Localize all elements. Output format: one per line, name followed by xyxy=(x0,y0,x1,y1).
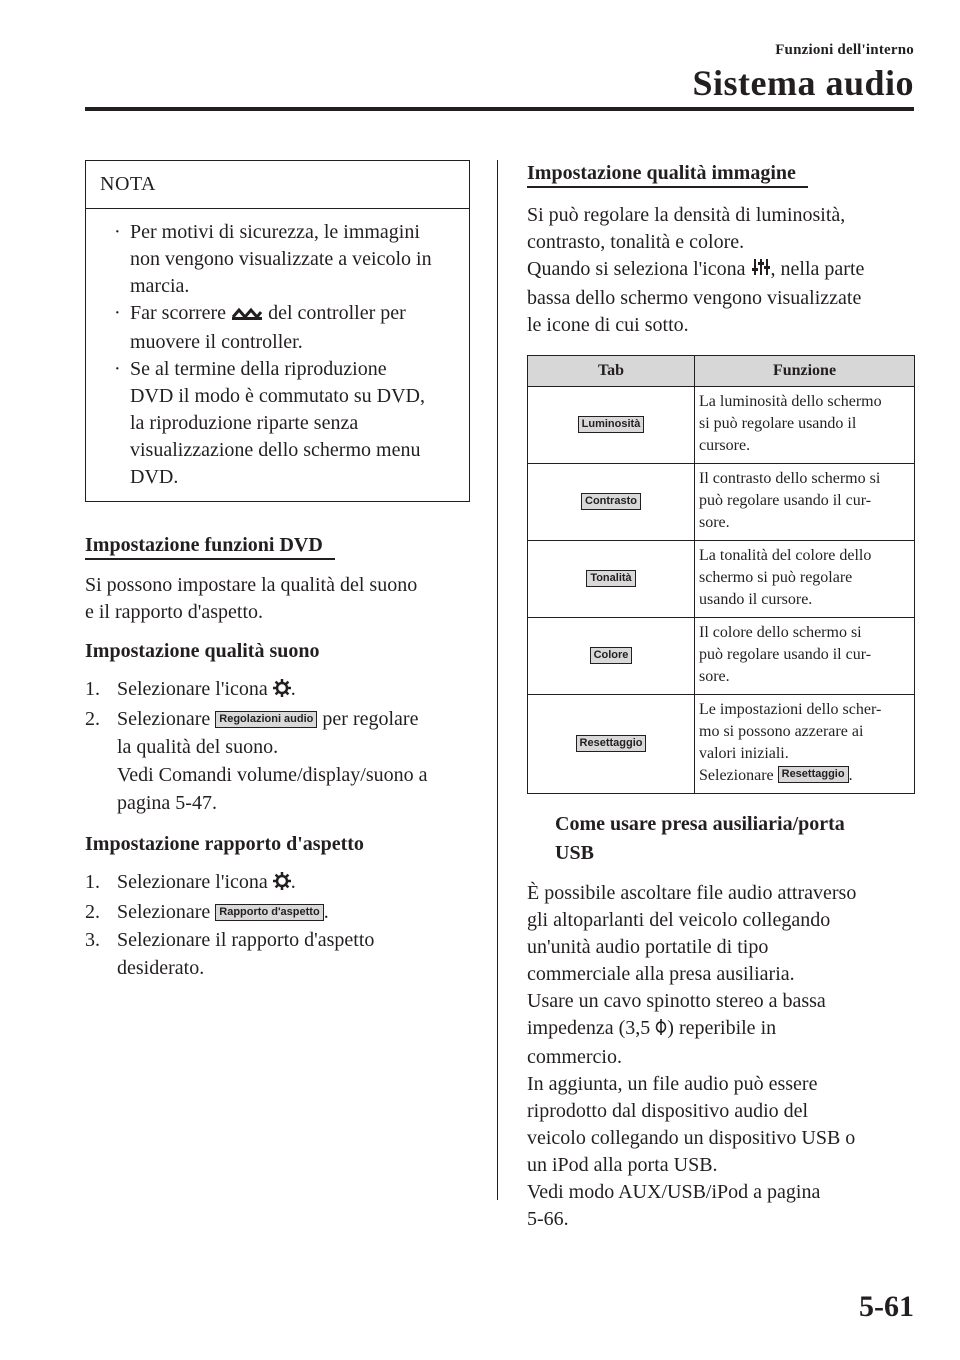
line: Si possono impostare la qualità del suono xyxy=(85,574,418,596)
line: desiderato. xyxy=(117,957,205,979)
line: pagina 5-47. xyxy=(117,792,217,814)
gear-icon xyxy=(273,677,291,705)
table-row xyxy=(528,618,915,695)
line: DVD. xyxy=(130,466,179,488)
text: ) reperibile in xyxy=(667,1017,777,1039)
dvd-heading: Impostazione funzioni DVD xyxy=(85,532,335,560)
line: può regolare usando il cur- xyxy=(699,646,872,663)
audio-quality-heading: Impostazione qualità suono xyxy=(85,640,320,662)
description xyxy=(695,464,915,541)
line: usando il cursore. xyxy=(699,591,813,608)
page-number: 5-61 xyxy=(859,1290,914,1323)
tone-tab-button: Tonalità xyxy=(586,570,635,587)
description xyxy=(695,618,915,695)
step xyxy=(85,898,470,926)
step-text: Selezionare xyxy=(117,708,211,730)
dvd-intro xyxy=(85,572,470,626)
contrast-tab-button: Contrasto xyxy=(581,493,641,510)
line: muovere il controller. xyxy=(130,331,303,353)
right-column xyxy=(527,160,915,1233)
table-row xyxy=(528,695,915,794)
description xyxy=(695,695,915,794)
line: Selezionare il rapporto d'aspetto xyxy=(117,929,375,951)
column-divider xyxy=(497,160,498,1200)
bullet: · xyxy=(114,221,121,243)
line: DVD il modo è commutato su DVD, xyxy=(130,385,425,407)
line: commerciale alla presa ausiliaria. xyxy=(527,963,795,985)
line: può regolare usando il cur- xyxy=(699,492,872,509)
line: Il contrasto dello schermo si xyxy=(699,470,881,487)
step xyxy=(85,705,470,817)
line: un iPod alla porta USB. xyxy=(527,1154,718,1176)
line: contrasto, tonalità e colore. xyxy=(527,231,745,253)
step-text: Selezionare l'icona xyxy=(117,871,268,893)
step-text: Selezionare xyxy=(117,901,211,923)
punct: . xyxy=(290,678,296,700)
line: La tonalità del colore dello xyxy=(699,547,872,564)
gear-icon xyxy=(273,870,291,898)
aspect-ratio-button: Rapporto d'aspetto xyxy=(215,904,323,921)
bullet: · xyxy=(114,302,121,324)
color-tab-button: Colore xyxy=(590,647,633,664)
page-title: Sistema audio xyxy=(692,63,914,103)
nota-title: NOTA xyxy=(100,173,156,195)
description xyxy=(695,541,915,618)
line: non vengono visualizzate a veicolo in xyxy=(130,248,432,270)
nota-item-2 xyxy=(100,300,455,356)
step-text: per regolare xyxy=(322,708,419,730)
step-number: 2. xyxy=(85,708,100,730)
line: la qualità del suono. xyxy=(117,736,279,758)
line: schermo si può regolare xyxy=(699,569,853,586)
bullet: · xyxy=(114,358,121,380)
punct: . xyxy=(323,901,329,923)
punct: . xyxy=(848,767,853,784)
line: Vedi Comandi volume/display/suono a xyxy=(117,764,428,786)
step-number: 2. xyxy=(85,901,100,923)
brightness-tab-button: Luminosità xyxy=(578,416,645,433)
line: È possibile ascoltare file audio attraverso xyxy=(527,882,857,904)
text: , nella parte xyxy=(770,258,865,280)
line xyxy=(130,300,455,329)
text: Quando si seleziona l'icona xyxy=(527,258,746,280)
nota-item-3 xyxy=(100,356,455,491)
step xyxy=(85,675,470,705)
aspect-ratio-heading: Impostazione rapporto d'aspetto xyxy=(85,833,364,855)
aspect-steps xyxy=(85,868,470,982)
nota-rule xyxy=(86,208,469,209)
line: 5-66. xyxy=(527,1208,569,1230)
diameter-icon xyxy=(655,1017,667,1044)
table-row xyxy=(528,541,915,618)
aux-usb-heading xyxy=(527,810,915,868)
punct: . xyxy=(290,871,296,893)
line: Come usare presa ausiliaria/porta xyxy=(555,813,845,835)
left-column xyxy=(85,160,470,982)
image-settings-table xyxy=(527,355,915,794)
step xyxy=(85,926,470,982)
table-row xyxy=(528,464,915,541)
image-settings-icon xyxy=(751,257,771,285)
step-number: 1. xyxy=(85,678,100,700)
line: si può regolare usando il xyxy=(699,415,857,432)
nota-item-1 xyxy=(100,219,455,300)
image-quality-heading: Impostazione qualità immagine xyxy=(527,160,808,188)
reset-tab-button: Resettaggio xyxy=(576,735,647,752)
line: gli altoparlanti del veicolo collegando xyxy=(527,909,831,931)
line: e il rapporto d'aspetto. xyxy=(85,601,263,623)
line: Si può regolare la densità di luminosità, xyxy=(527,204,846,226)
step-text: Selezionare l'icona xyxy=(117,678,268,700)
line: Vedi modo AUX/USB/iPod a pagina xyxy=(527,1181,821,1203)
step-number: 3. xyxy=(85,929,100,951)
text: Far scorrere xyxy=(130,302,227,324)
description xyxy=(695,387,915,464)
line: valori iniziali. xyxy=(699,745,789,762)
image-intro xyxy=(527,202,915,339)
text: impedenza (3,5 xyxy=(527,1017,651,1039)
header-rule xyxy=(85,107,914,111)
line: commercio. xyxy=(527,1046,622,1068)
aux-body xyxy=(527,880,915,1233)
line: Le impostazioni dello scher- xyxy=(699,701,882,718)
line: La luminosità dello schermo xyxy=(699,393,882,410)
line: cursore. xyxy=(699,437,751,454)
page-header xyxy=(692,42,914,101)
line xyxy=(699,765,910,787)
line: riprodotto dal dispositivo audio del xyxy=(527,1100,809,1122)
step xyxy=(85,868,470,898)
line: visualizzazione dello schermo menu xyxy=(130,439,421,461)
reset-button: Resettaggio xyxy=(778,766,849,783)
line: marcia. xyxy=(130,275,190,297)
line: bassa dello schermo vengono visualizzate xyxy=(527,287,862,309)
audio-settings-button: Regolazioni audio xyxy=(215,711,317,728)
line: la riproduzione riparte senza xyxy=(130,412,359,434)
column-header: Tab xyxy=(528,356,695,387)
line: Usare un cavo spinotto stereo a bassa xyxy=(527,990,826,1012)
line: Per motivi di sicurezza, le immagini xyxy=(130,221,420,243)
audio-steps xyxy=(85,675,470,817)
table-row xyxy=(528,387,915,464)
text: del controller per xyxy=(268,302,406,324)
line: le icone di cui sotto. xyxy=(527,314,689,336)
line xyxy=(527,1015,915,1044)
line: un'unità audio portatile di tipo xyxy=(527,936,769,958)
line: Se al termine della riproduzione xyxy=(130,358,387,380)
line: In aggiunta, un file audio può essere xyxy=(527,1073,818,1095)
line: sore. xyxy=(699,514,730,531)
line: mo si possono azzerare ai xyxy=(699,723,864,740)
text: Selezionare xyxy=(699,767,774,784)
line: Il colore dello schermo si xyxy=(699,624,862,641)
controller-scroll-icon xyxy=(231,302,263,329)
section-name: Funzioni dell'interno xyxy=(775,42,914,58)
line: sore. xyxy=(699,668,730,685)
line: USB xyxy=(555,842,594,864)
step-number: 1. xyxy=(85,871,100,893)
line: veicolo collegando un dispositivo USB o xyxy=(527,1127,856,1149)
nota-box xyxy=(85,160,470,502)
column-header: Funzione xyxy=(695,356,915,387)
line xyxy=(527,256,915,285)
